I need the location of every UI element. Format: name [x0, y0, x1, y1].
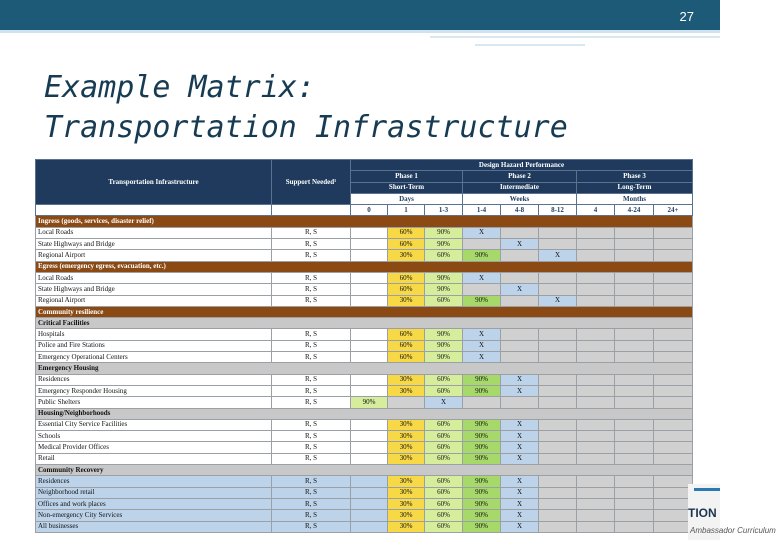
cell	[577, 374, 615, 385]
cell	[351, 340, 388, 351]
header-col: 4-24	[615, 205, 654, 216]
row-support: R, S	[272, 453, 351, 464]
cell: X	[539, 250, 577, 261]
cell: 60%	[425, 419, 463, 430]
row-support: R, S	[272, 227, 351, 238]
table-row	[36, 510, 693, 521]
cell	[577, 227, 615, 238]
cell	[654, 498, 693, 509]
cell: 30%	[388, 510, 425, 521]
cell	[463, 239, 501, 250]
performance-matrix	[35, 159, 693, 533]
cell: 30%	[388, 431, 425, 442]
cell: 30%	[388, 498, 425, 509]
cell	[539, 510, 577, 521]
row-support: R, S	[272, 487, 351, 498]
cell	[539, 442, 577, 453]
table-row	[36, 352, 693, 363]
row-support: R, S	[272, 352, 351, 363]
cell: 90%	[425, 272, 463, 283]
row-support: R, S	[272, 510, 351, 521]
cell: 90%	[463, 510, 501, 521]
cell	[351, 476, 388, 487]
cell: 30%	[388, 374, 425, 385]
cell: X	[501, 419, 539, 430]
cell	[654, 295, 693, 306]
cell: X	[463, 340, 501, 351]
top-accent-line	[430, 36, 720, 38]
row-label: Local Roads	[36, 227, 272, 238]
cell	[654, 453, 693, 464]
cell	[539, 487, 577, 498]
row-support: R, S	[272, 498, 351, 509]
cell	[615, 385, 654, 396]
header-col: 1-4	[463, 205, 501, 216]
header-infrastructure: Transportation Infrastructure	[36, 160, 272, 205]
cell	[615, 431, 654, 442]
cell	[654, 272, 693, 283]
row-support: R, S	[272, 476, 351, 487]
row-label: Schools	[36, 431, 272, 442]
cell	[351, 374, 388, 385]
cell	[539, 385, 577, 396]
logo-text: TION	[688, 506, 717, 520]
header-days: Days	[351, 193, 463, 204]
cell	[539, 431, 577, 442]
cell	[539, 374, 577, 385]
row-label: Retail	[36, 453, 272, 464]
row-label: Police and Fire Stations	[36, 340, 272, 351]
row-label: State Highways and Bridge	[36, 284, 272, 295]
cell	[351, 329, 388, 340]
cell: 60%	[425, 374, 463, 385]
row-support: R, S	[272, 442, 351, 453]
cell	[615, 239, 654, 250]
table-row	[36, 239, 693, 250]
table-row	[36, 340, 693, 351]
slide-title	[44, 68, 568, 148]
row-label: Regional Airport	[36, 250, 272, 261]
cell: 90%	[463, 419, 501, 430]
cell: 60%	[425, 250, 463, 261]
table-row	[36, 476, 693, 487]
cell	[615, 295, 654, 306]
cell: 90%	[425, 239, 463, 250]
cell	[654, 476, 693, 487]
cell: 90%	[351, 397, 388, 408]
cell: X	[463, 352, 501, 363]
cell	[654, 250, 693, 261]
table-row	[36, 385, 693, 396]
header-phase1: Phase 1	[351, 171, 463, 182]
row-support: R, S	[272, 272, 351, 283]
table-row	[36, 250, 693, 261]
cell	[654, 284, 693, 295]
cell	[577, 476, 615, 487]
cell: 60%	[425, 510, 463, 521]
cell: 60%	[388, 227, 425, 238]
row-support: R, S	[272, 431, 351, 442]
cell	[539, 352, 577, 363]
cell: X	[463, 227, 501, 238]
header-phase2-sub: Intermediate	[463, 182, 577, 193]
cell	[654, 442, 693, 453]
header-phase2: Phase 2	[463, 171, 577, 182]
cell	[539, 340, 577, 351]
cell	[654, 227, 693, 238]
cell: X	[501, 510, 539, 521]
page-number: 27	[679, 9, 694, 24]
table-row	[36, 498, 693, 509]
cell	[351, 352, 388, 363]
cell	[615, 227, 654, 238]
table-row	[36, 431, 693, 442]
cell	[501, 227, 539, 238]
cell	[654, 510, 693, 521]
cell	[539, 419, 577, 430]
table-row	[36, 272, 693, 283]
row-label: Medical Provider Offices	[36, 442, 272, 453]
cell: 30%	[388, 442, 425, 453]
cell	[577, 340, 615, 351]
cell	[615, 397, 654, 408]
cell: X	[463, 272, 501, 283]
header-col: 0	[351, 205, 388, 216]
cell	[615, 487, 654, 498]
row-support: R, S	[272, 419, 351, 430]
row-label: Residences	[36, 374, 272, 385]
header-col: 4	[577, 205, 615, 216]
cell: 90%	[463, 476, 501, 487]
cell: X	[463, 329, 501, 340]
cell: X	[501, 521, 539, 532]
cell	[577, 521, 615, 532]
cell	[539, 272, 577, 283]
header-blank	[272, 205, 351, 216]
cell	[539, 397, 577, 408]
cell	[351, 284, 388, 295]
cell	[577, 498, 615, 509]
cell	[615, 329, 654, 340]
cell: 60%	[388, 340, 425, 351]
cell: X	[501, 374, 539, 385]
cell: X	[501, 239, 539, 250]
cell: 30%	[388, 250, 425, 261]
cell: 30%	[388, 453, 425, 464]
cell	[351, 487, 388, 498]
table-row	[36, 521, 693, 532]
cell	[577, 284, 615, 295]
cell	[351, 431, 388, 442]
header-support-needed: Support Needed¹	[272, 160, 351, 205]
cell: 90%	[425, 352, 463, 363]
cell: 90%	[463, 250, 501, 261]
cell	[539, 227, 577, 238]
cell: 90%	[463, 431, 501, 442]
cell	[654, 239, 693, 250]
cell	[501, 272, 539, 283]
cell	[577, 431, 615, 442]
subsection-emergency-housing: Emergency Housing	[36, 363, 693, 374]
cell: X	[501, 476, 539, 487]
cell	[351, 250, 388, 261]
header-design-hazard: Design Hazard Performance	[351, 160, 693, 171]
row-label: Essential City Service Facilities	[36, 419, 272, 430]
cell	[577, 442, 615, 453]
header-col: 24+	[654, 205, 693, 216]
cell: X	[501, 442, 539, 453]
cell	[351, 272, 388, 283]
row-support: R, S	[272, 397, 351, 408]
cell: 90%	[463, 385, 501, 396]
table-row	[36, 453, 693, 464]
cell	[351, 498, 388, 509]
subsection-community-recovery: Community Recovery	[36, 465, 693, 476]
cell	[351, 510, 388, 521]
cell	[577, 239, 615, 250]
row-label: Non-emergency City Services	[36, 510, 272, 521]
header-phase1-sub: Short-Term	[351, 182, 463, 193]
cell	[615, 442, 654, 453]
cell: 60%	[425, 431, 463, 442]
table-row	[36, 295, 693, 306]
table-row	[36, 487, 693, 498]
cell: X	[501, 453, 539, 464]
cell	[501, 295, 539, 306]
cell: 60%	[425, 476, 463, 487]
header-months: Months	[577, 193, 693, 204]
cell	[501, 250, 539, 261]
table-row	[36, 227, 693, 238]
cell	[388, 397, 425, 408]
row-support: R, S	[272, 374, 351, 385]
cell: 60%	[388, 239, 425, 250]
row-label: Regional Airport	[36, 295, 272, 306]
row-label: All businesses	[36, 521, 272, 532]
cell	[654, 340, 693, 351]
cell	[615, 476, 654, 487]
cell	[501, 329, 539, 340]
cell	[654, 352, 693, 363]
cell	[615, 284, 654, 295]
cell	[539, 453, 577, 464]
cell: 90%	[463, 374, 501, 385]
row-label: Public Shelters	[36, 397, 272, 408]
cell	[351, 521, 388, 532]
table-row	[36, 374, 693, 385]
cell	[577, 385, 615, 396]
cell	[351, 442, 388, 453]
cell	[654, 431, 693, 442]
cell: 60%	[388, 284, 425, 295]
subsection-critical-facilities: Critical Facilities	[36, 318, 693, 329]
row-label: Residences	[36, 476, 272, 487]
cell	[577, 453, 615, 464]
header-weeks: Weeks	[463, 193, 577, 204]
cell: 60%	[425, 295, 463, 306]
cell	[615, 352, 654, 363]
row-support: R, S	[272, 521, 351, 532]
row-label: Local Roads	[36, 272, 272, 283]
cell	[654, 419, 693, 430]
cell	[615, 510, 654, 521]
cell	[577, 250, 615, 261]
cell	[539, 521, 577, 532]
cell	[654, 521, 693, 532]
cell: 90%	[463, 295, 501, 306]
top-banner	[0, 0, 720, 30]
cell: 30%	[388, 487, 425, 498]
header-blank	[36, 205, 272, 216]
cell: 60%	[425, 521, 463, 532]
cell: 30%	[388, 419, 425, 430]
cell	[539, 498, 577, 509]
header-col: 1	[388, 205, 425, 216]
header-phase3-sub: Long-Term	[577, 182, 693, 193]
logo-subtext: Ambassador Curriculum	[690, 526, 776, 535]
cell	[654, 385, 693, 396]
cell: 90%	[463, 498, 501, 509]
cell: 90%	[463, 442, 501, 453]
cell	[615, 453, 654, 464]
cell	[615, 498, 654, 509]
logo	[688, 484, 776, 540]
cell: X	[501, 498, 539, 509]
row-label: Neighborhood retail	[36, 487, 272, 498]
section-egress: Egress (emergency egress, evacuation, etc.)	[36, 261, 693, 272]
cell: X	[501, 431, 539, 442]
cell: 90%	[463, 487, 501, 498]
section-community-resilience: Community resilience	[36, 306, 693, 317]
cell	[615, 419, 654, 430]
cell	[654, 329, 693, 340]
cell	[351, 239, 388, 250]
cell	[577, 510, 615, 521]
cell: 90%	[425, 227, 463, 238]
cell	[501, 352, 539, 363]
cell	[615, 374, 654, 385]
cell: 60%	[425, 442, 463, 453]
cell: 60%	[388, 352, 425, 363]
row-support: R, S	[272, 385, 351, 396]
cell: 60%	[425, 498, 463, 509]
cell	[654, 487, 693, 498]
table-row	[36, 397, 693, 408]
cell: 60%	[425, 385, 463, 396]
row-label: Hospitals	[36, 329, 272, 340]
cell: 30%	[388, 521, 425, 532]
header-col: 8-12	[539, 205, 577, 216]
row-support: R, S	[272, 329, 351, 340]
cell	[615, 272, 654, 283]
cell	[539, 284, 577, 295]
cell	[351, 295, 388, 306]
cell	[539, 476, 577, 487]
cell	[463, 397, 501, 408]
cell	[577, 419, 615, 430]
cell	[351, 419, 388, 430]
cell: X	[539, 295, 577, 306]
table-row	[36, 442, 693, 453]
cell	[654, 374, 693, 385]
cell	[463, 284, 501, 295]
cell	[577, 272, 615, 283]
row-support: R, S	[272, 250, 351, 261]
cell: 30%	[388, 476, 425, 487]
cell: 60%	[425, 453, 463, 464]
cell	[351, 385, 388, 396]
cell	[615, 250, 654, 261]
section-ingress: Ingress (goods, services, disaster relief)	[36, 216, 693, 227]
row-support: R, S	[272, 284, 351, 295]
cell: 30%	[388, 385, 425, 396]
cell: 60%	[388, 329, 425, 340]
cell	[577, 295, 615, 306]
cell	[501, 397, 539, 408]
slide-title-line1: Example Matrix:	[44, 70, 315, 105]
cell	[539, 329, 577, 340]
cell: 60%	[388, 272, 425, 283]
cell: X	[501, 385, 539, 396]
cell	[351, 453, 388, 464]
header-col: 1-3	[425, 205, 463, 216]
cell: 90%	[425, 329, 463, 340]
header-col: 4-8	[501, 205, 539, 216]
table-row	[36, 329, 693, 340]
subsection-housing-neighborhoods: Housing/Neighborhoods	[36, 408, 693, 419]
cell	[351, 227, 388, 238]
top-accent-line	[475, 44, 585, 46]
row-support: R, S	[272, 295, 351, 306]
cell: X	[425, 397, 463, 408]
table-row	[36, 419, 693, 430]
row-label: State Highways and Bridge	[36, 239, 272, 250]
logo-bar	[694, 488, 720, 491]
cell	[577, 397, 615, 408]
cell: 60%	[425, 487, 463, 498]
row-label: Emergency Responder Housing	[36, 385, 272, 396]
header-phase3: Phase 3	[577, 171, 693, 182]
cell	[501, 340, 539, 351]
cell	[615, 340, 654, 351]
cell: X	[501, 487, 539, 498]
cell: 30%	[388, 295, 425, 306]
top-accent-line	[0, 30, 720, 33]
cell: 90%	[463, 453, 501, 464]
row-label: Emergency Operational Centers	[36, 352, 272, 363]
cell	[577, 487, 615, 498]
slide-title-line2: Transportation Infrastructure	[44, 110, 568, 145]
cell: 90%	[425, 340, 463, 351]
cell	[654, 397, 693, 408]
cell	[539, 239, 577, 250]
cell	[615, 521, 654, 532]
row-support: R, S	[272, 239, 351, 250]
cell	[577, 329, 615, 340]
cell: 90%	[425, 284, 463, 295]
table-row	[36, 284, 693, 295]
row-label: Offices and work places	[36, 498, 272, 509]
cell: X	[501, 284, 539, 295]
row-support: R, S	[272, 340, 351, 351]
cell	[577, 352, 615, 363]
cell: 90%	[463, 521, 501, 532]
